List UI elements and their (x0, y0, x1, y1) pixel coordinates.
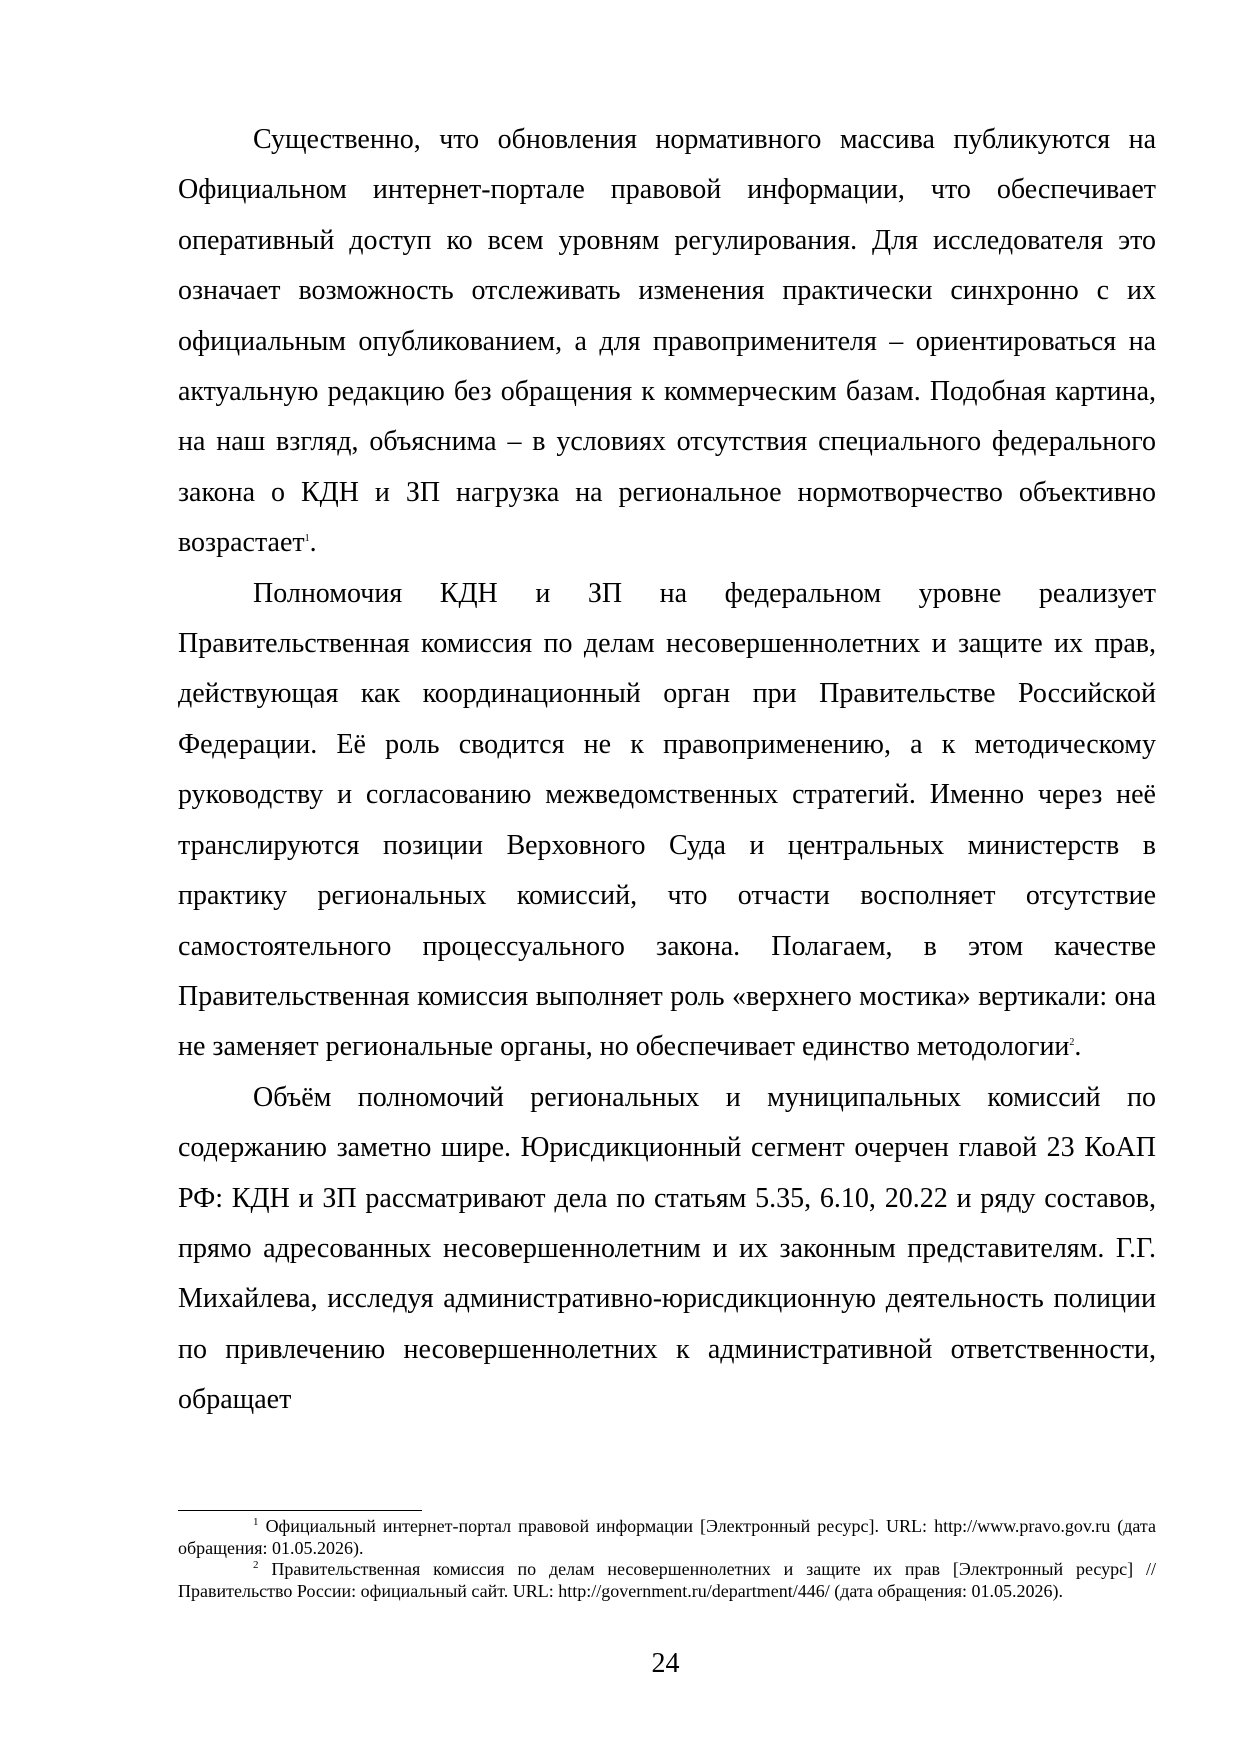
paragraph-2-tail: . (1074, 1031, 1082, 1063)
footnote-2 (178, 1559, 1156, 1602)
paragraph-1-text: Существенно, что обновления нормативного массива публикуются на Официальном интернет-портале правовой информации, что обеспечивает оперативный доступ ко всем уровням регулирования. Для исследователя это означает возможность отслеживать изменения практически синхронно с их официальным опубликованием, а для правоприменителя – ориентироваться на актуальную редакцию без обращения к коммерческим базам. Подобная картина, на наш взгляд, объяснима – в условиях отсутствия специального федерального закона о КДН и ЗП нагрузка на региональное нормотворчество объективно возрастает (178, 124, 1156, 559)
footnote-1-number: 1 (253, 1516, 259, 1528)
footnote-2-number: 2 (253, 1559, 259, 1572)
footnote-2-text: Правительственная комиссия по делам несовершеннолетних и защите их прав [Электронный ресурс] // Правительство России: официальный сайт. URL: http://government.ru/department/446/ (дата обращения: 01.05.2026). (178, 1559, 1157, 1601)
footnote-ref-2[interactable]: 2 (1069, 1037, 1075, 1049)
paragraph-3 (178, 1073, 1156, 1426)
paragraph-3-text: Объём полномочий региональных и муниципальных комиссий по содержанию заметно шире. Юрисдикционный сегмент очерчен главой 23 КоАП РФ: КДН и ЗП рассматривают дела по статьям 5.35, 6.10, 20.22 и ряду составов, прямо адресованных несовершеннолетним и их законным представителям. Г.Г. Михайлева, исследуя административно-юрисдикционную деятельность полиции по привлечению несовершеннолетних к административной ответственности, обращает (178, 1081, 1156, 1416)
paragraph-1 (178, 115, 1156, 569)
paragraph-1-tail: . (309, 527, 317, 559)
paragraph-2 (178, 569, 1156, 1073)
footnote-separator (178, 1510, 422, 1511)
footnote-1 (178, 1516, 1156, 1559)
footnote-ref-1[interactable]: 1 (304, 533, 310, 545)
page-number: 24 (651, 1648, 680, 1679)
body-text (178, 115, 1156, 1426)
footnotes (178, 1516, 1156, 1602)
footnote-1-text: Официальный интернет-портал правовой информации [Электронный ресурс]. URL: http://www.pravo.gov.ru (дата обращения: 01.05.2026). (178, 1516, 1157, 1558)
paragraph-2-text: Полномочия КДН и ЗП на федеральном уровне реализует Правительственная комиссия по делам несовершеннолетних и защите их прав, действующая как координационный орган при Правительстве Российской Федерации. Её роль сводится не к правоприменению, а к методическому руководству и согласованию межведомственных стратегий. Именно через неё транслируются позиции Верховного Суда и центральных министерств в практику региональных комиссий, что отчасти восполняет отсутствие самостоятельного процессуального закона. Полагаем, в этом качестве Правительственная комиссия выполняет роль «верхнего мостика» вертикали: она не заменяет региональные органы, но обеспечивает единство методологии (178, 577, 1156, 1063)
